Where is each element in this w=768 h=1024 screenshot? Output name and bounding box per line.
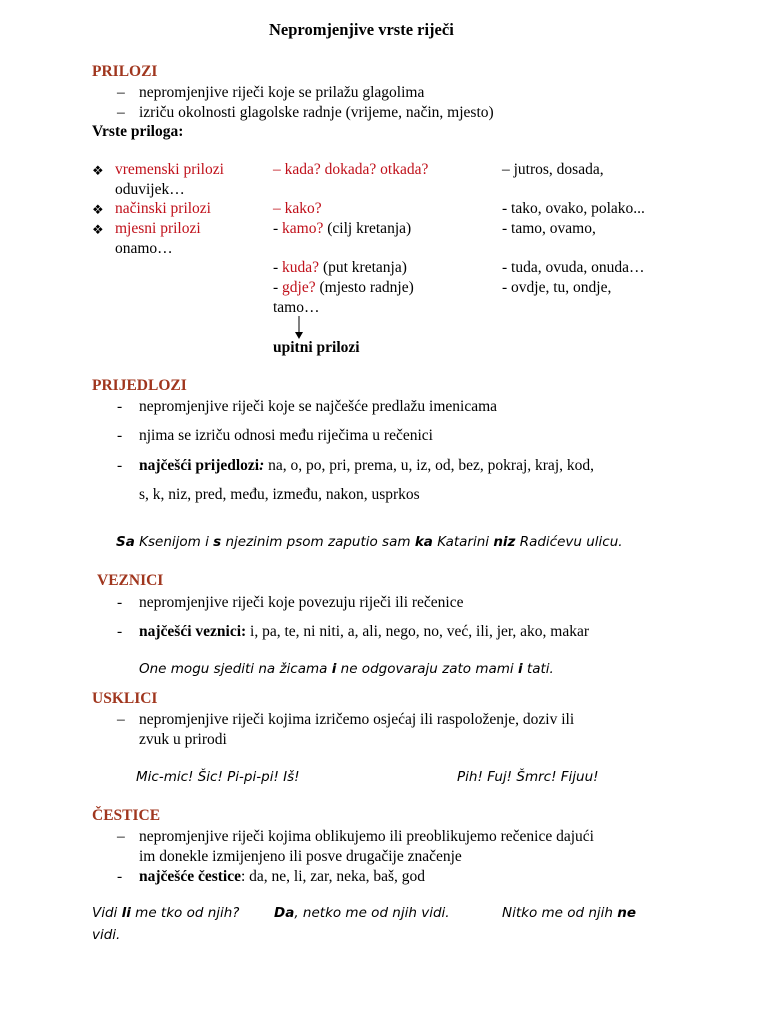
kuda-note: (put kretanja) — [319, 259, 407, 276]
prijedlozi-line-1: nepromjenjive riječi koje se najčešće predlažu imenicama — [139, 398, 498, 415]
list-dash: – — [117, 711, 125, 728]
example-text: Katarini — [432, 534, 494, 550]
gdje-examples: - ovdje, tu, ondje, — [502, 279, 612, 296]
example-text: njezinim psom zaputio sam — [221, 534, 415, 550]
mjesni-label: mjesni prilozi — [115, 220, 201, 237]
usklici-line-1: nepromjenjive riječi kojima izričemo osjećaj ili raspoloženje, doziv ili — [139, 711, 575, 728]
cestice-example-2 — [274, 907, 450, 921]
common-list: : da, ne, li, zar, neka, baš, god — [240, 868, 426, 885]
gdje-row — [273, 280, 414, 296]
mjesni-continuation: onamo… — [115, 240, 173, 257]
usklici-example-2: Pih! Fuj! Šmrc! Fijuu! — [457, 769, 599, 785]
common-label: najčešći veznici: — [139, 623, 247, 640]
example-word: i — [517, 661, 523, 677]
down-arrow-icon — [293, 316, 305, 340]
gdje-continuation: tamo… — [273, 299, 320, 316]
usklici-line-1-cont: zvuk u prirodi — [139, 731, 227, 748]
example-text: tati. — [522, 661, 554, 677]
vremenski-questions: – kada? dokada? otkada? — [273, 161, 429, 178]
list-dash: - — [117, 427, 123, 444]
bullet-icon: ❖ — [92, 202, 104, 217]
kuda-row — [273, 260, 407, 276]
cestice-example-3 — [502, 907, 636, 921]
list-dash: – — [117, 104, 125, 121]
kamo-note: (cilj kretanja) — [323, 220, 412, 237]
list-dash: - — [117, 623, 123, 640]
usklici-example-1: Mic-mic! Šic! Pi-pi-pi! Iš! — [136, 769, 300, 785]
cestice-example-cont: vidi. — [92, 927, 121, 943]
example-word: i — [331, 661, 337, 677]
prijedlozi-common-cont: s, k, niz, pred, među, između, nakon, usprkos — [139, 486, 420, 503]
common-colon: : — [259, 457, 265, 474]
nacinski-questions: – kako? — [273, 200, 322, 217]
section-heading-usklici: USKLICI — [92, 690, 158, 707]
cestice-common — [139, 869, 425, 885]
example-word: ka — [414, 534, 433, 550]
gdje-note: (mjesto radnje) — [315, 279, 414, 296]
kamo-examples: - tamo, ovamo, — [502, 220, 596, 237]
list-dash: - — [117, 594, 123, 611]
example-word: ne — [617, 905, 637, 921]
hyphen: - — [273, 279, 279, 296]
example-word: Sa — [116, 534, 135, 550]
vremenski-examples: – jutros, dosada, — [502, 161, 604, 178]
cestice-line-1: nepromjenjive riječi kojima oblikujemo ili preoblikujemo rečenice dajući — [139, 828, 594, 845]
hyphen: - — [273, 220, 279, 237]
vremenski-label: vremenski prilozi — [115, 161, 224, 178]
example-text: me tko od njih? — [130, 905, 240, 921]
kuda-question: kuda? — [282, 259, 320, 276]
example-text: Vidi — [92, 905, 122, 921]
example-word: Da — [274, 905, 295, 921]
prijedlozi-line-2: njima se izriču odnosi među riječima u rečenici — [139, 427, 433, 444]
section-heading-prilozi: PRILOZI — [92, 63, 158, 80]
prilozi-line-1: nepromjenjive riječi koje se prilažu glagolima — [139, 84, 425, 101]
list-dash: – — [117, 84, 125, 101]
prilozi-line-2: izriču okolnosti glagolske radnje (vrijeme, način, mjesto) — [139, 104, 494, 121]
kuda-examples: - tuda, ovuda, onuda… — [502, 259, 645, 276]
example-word: li — [121, 905, 131, 921]
example-word: niz — [493, 534, 516, 550]
veznici-common — [139, 624, 589, 640]
nacinski-examples: - tako, ovako, polako... — [502, 200, 645, 217]
list-dash: - — [117, 868, 123, 885]
section-heading-veznici: VEZNICI — [97, 572, 164, 589]
example-text: ne odgovaraju zato mami — [336, 661, 518, 677]
example-text: Ksenijom i — [134, 534, 214, 550]
common-label: najčešće čestice — [139, 868, 241, 885]
bullet-icon: ❖ — [92, 163, 104, 178]
list-dash: – — [117, 828, 125, 845]
kamo-row — [273, 221, 411, 237]
example-text: , netko me od njih vidi. — [294, 905, 450, 921]
nacinski-label: načinski prilozi — [115, 200, 211, 217]
example-text: Radićevu ulicu. — [515, 534, 623, 550]
bullet-icon: ❖ — [92, 222, 104, 237]
veznici-line-1: nepromjenjive riječi koje povezuju riječi ili rečenice — [139, 594, 464, 611]
common-list: i, pa, te, ni niti, a, ali, nego, no, već, ili, jer, ako, makar — [246, 623, 590, 640]
veznici-example — [139, 663, 554, 677]
section-heading-prijedlozi: PRIJEDLOZI — [92, 377, 187, 394]
kamo-question: kamo? — [282, 220, 324, 237]
prijedlozi-example — [116, 536, 623, 550]
page-title: Nepromjenjive vrste riječi — [269, 20, 454, 39]
example-word: s — [213, 534, 222, 550]
common-list: na, o, po, pri, prema, u, iz, od, bez, pokraj, kraj, kod, — [264, 457, 594, 474]
upitni-prilozi-label: upitni prilozi — [273, 339, 360, 356]
example-text: One mogu sjediti na žicama — [139, 661, 332, 677]
cestice-example-1 — [92, 907, 239, 921]
gdje-question: gdje? — [282, 279, 316, 296]
prijedlozi-common — [139, 458, 594, 474]
hyphen: - — [273, 259, 279, 276]
list-dash: - — [117, 457, 123, 474]
types-heading: Vrste priloga: — [92, 123, 184, 140]
vremenski-continuation: oduvijek… — [115, 181, 185, 198]
section-heading-cestice: ČESTICE — [92, 807, 161, 824]
cestice-line-1-cont: im donekle izmijenjeno ili posve drugačije značenje — [139, 848, 462, 865]
example-text: Nitko me od njih — [502, 905, 618, 921]
common-label: najčešći prijedlozi — [139, 457, 260, 474]
list-dash: - — [117, 398, 123, 415]
